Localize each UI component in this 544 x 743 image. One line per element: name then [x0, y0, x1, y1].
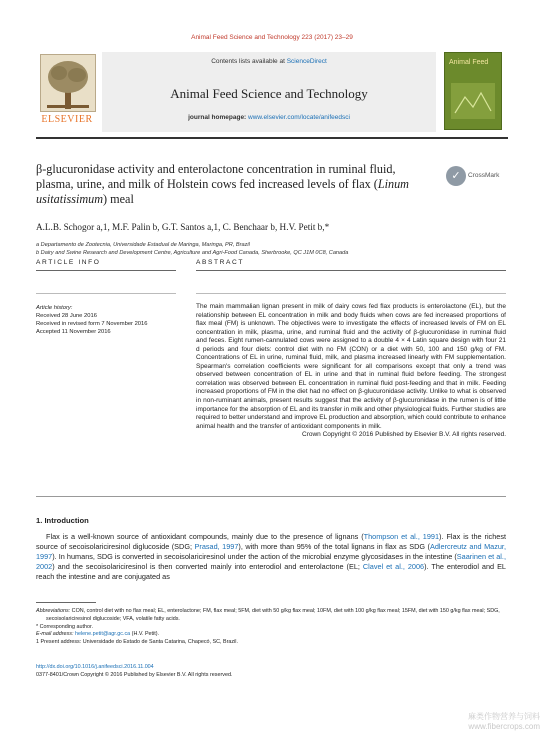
email-label: E-mail address:: [36, 631, 75, 638]
present-address-footnote: 1 Present address: Universidade do Estado de Santa Catarina, Chapecó, SC, Brazil.: [36, 639, 238, 646]
introduction-heading: 1. Introduction: [36, 516, 89, 525]
citation-link[interactable]: Prasad, 1997: [194, 541, 239, 551]
elsevier-tree-icon: [40, 54, 96, 112]
footnote-rule: [36, 602, 96, 603]
journal-title: Animal Feed Science and Technology: [170, 86, 368, 101]
received-date: Received 28 June 2016: [36, 313, 97, 319]
abbreviations-text: CON, control diet with no flax meal; EL, enterolactone; FM, flax meal; 5FM, diet with 50 g/kg flax meal; 10FM, diet with 100 g/kg flax meal; 15FM, diet with 150 g/kg flax meal; SDG, secoisolariciresinol diglucoside; VFA, volatile fatty acids.: [46, 608, 500, 622]
intro-text: Flax is a well-known source of antioxidant compounds, mainly due to the presence of lignans (: [46, 532, 364, 541]
abstract-heading: ABSTRACT: [196, 259, 244, 266]
contents-prefix: Contents lists available at: [211, 58, 287, 65]
header-rule: [36, 137, 508, 139]
watermark-line-2: www.fibercrops.com: [468, 722, 540, 731]
citation-link[interactable]: Adlercreutz and Mazur, 1997: [36, 541, 506, 561]
citation-link[interactable]: Thompson et al., 1991: [363, 532, 440, 541]
intro-text: ). Flax is the richest source of secoisolariciresinol diglucoside (SDG;: [36, 532, 506, 551]
abbreviations-footnote: [36, 608, 506, 624]
article-info-rule: [36, 270, 176, 271]
contents-line: [102, 58, 436, 65]
affiliation-b: b Dairy and Swine Research and Development Centre, Agriculture and Agri-Food Canada, Sherbrooke, QC J1M 0C8, Canada: [36, 250, 349, 256]
article-history: [36, 304, 176, 336]
copyright-line: Crown Copyright © 2016 Published by Elsevier B.V. All rights reserved.: [302, 431, 506, 439]
elsevier-wordmark: ELSEVIER: [41, 114, 93, 125]
crossmark-badge[interactable]: [446, 166, 506, 190]
sciencedirect-link[interactable]: ScienceDirect: [286, 58, 327, 65]
intro-text: ), with more than 95% of the total lignans in flax as SDG (: [238, 541, 430, 551]
crossmark-icon: ✓: [446, 166, 466, 186]
revised-date: Received in revised form 7 November 2016: [36, 321, 148, 327]
article-info-heading: ARTICLE INFO: [36, 259, 101, 266]
abstract-body: [196, 303, 506, 440]
citation-link[interactable]: Clavel et al., 2006: [362, 561, 425, 571]
abstract-text: The main mammalian lignan present in milk of dairy cows fed flax products is enterolactone (EL), but the relationship between EL concentration in milk and body fluids when cows are fed increased proportions of flax meal (FM) is unknown. The objectives were to investigate the effects of increased levels of FM on EL concentration in milk, plasma, urine, and ruminal fluid and the activity of β-glucuronidase in ruminal fluid and feces. Eight rumen-cannulated cows were assigned to a double 4 × 4 Latin square design with four 21 d periods and four diets: control diet with no FM (CON) or a diet with 50, 100 and 150 g/kg of FM. Concentrations of EL in urine, ruminal fluid, milk, and plasma increased linearly with FM supplementation. Spearman's correlation coefficients were significant for all comparisons except that only a trend was observed between concentration of EL in urine and that in ruminal fluid before feeding. The strongest correlation was observed between EL concentration in ruminal fluid post-feeding and that in milk. Feeding increased proportions of FM in the diet had no effect on β-glucuronidase activity. Unlike to what is observed in non-ruminant animals, present results suggest that the activity of β-glucuronidase in the rumen is of little importance for the absorption of EL and its transfer in milk and other physiological fluids. Further studies are required to better understand and improve EL production and absorption, which could contribute to enhance animal health and the transfer of antioxidant components in milk.: [196, 303, 506, 430]
email-footnote: [36, 631, 506, 639]
journal-header: [102, 52, 436, 132]
watermark-line-1: 麻类作物营养与饲料: [468, 712, 540, 721]
intro-text: ). In humans, SDG is converted in secoisolariciresinol under the action of the microbial enzyme glycosidases in the intestine (: [52, 551, 457, 561]
citation-link[interactable]: Saarinen et al., 2002: [36, 551, 506, 571]
article-title: [36, 162, 436, 207]
cover-title: Animal Feed: [449, 59, 489, 66]
cover-art: [445, 53, 501, 129]
homepage-prefix: journal homepage:: [188, 114, 249, 121]
title-species: Linum usitatissimum: [36, 177, 409, 206]
abbreviations-label: Abbreviations:: [36, 608, 71, 614]
affiliation-a: a Departamento de Zootecnia, Universidade Estadual de Maringa, Maringa, PR, Brazil: [36, 242, 250, 248]
journal-citation[interactable]: Animal Feed Science and Technology 223 (2017) 23–29: [191, 34, 353, 41]
elsevier-logo[interactable]: [36, 52, 98, 126]
masthead: [36, 52, 508, 132]
issn-line: 0377-8401/Crown Copyright © 2016 Published by Elsevier B.V. All rights reserved.: [36, 671, 233, 678]
intro-text: ) and the secoisolariciresinol is then converted mainly into enterodiol and enterolactone (EL;: [52, 561, 363, 571]
history-label: Article history:: [36, 305, 73, 311]
body-separator: [36, 496, 506, 497]
intro-text: ). The enterodiol and EL reach the intestine and are conjugated as: [36, 561, 506, 581]
site-watermark: [420, 712, 540, 732]
bottom-info: [36, 664, 506, 680]
footnotes: [36, 608, 506, 647]
doi-link[interactable]: http://dx.doi.org/10.1016/j.anifeedsci.2016.11.004: [36, 664, 154, 670]
email-link[interactable]: helene.petit@agr.gc.ca: [74, 631, 131, 638]
homepage-link[interactable]: www.elsevier.com/locate/anifeedsci: [248, 114, 350, 121]
accepted-date: Accepted 11 November 2016: [36, 329, 111, 335]
abstract-rule-2: [196, 293, 506, 294]
title-text-2: ) meal: [103, 192, 134, 206]
title-text-1: β-glucuronidase activity and enterolactone concentration in ruminal fluid, plasma, urine, and milk of Holstein cows fed increased levels of flax (: [36, 162, 396, 191]
email-suffix: (H.V. Petit).: [130, 631, 160, 638]
author-list: A.L.B. Schogor a,1, M.F. Palin b, G.T. Santos a,1, C. Benchaar b, H.V. Petit b,*: [36, 222, 330, 232]
introduction-paragraph: [36, 532, 506, 582]
corresponding-footnote: * Corresponding author.: [36, 623, 93, 630]
journal-cover-thumbnail[interactable]: [444, 52, 502, 130]
crossmark-label: CrossMark: [468, 172, 500, 179]
abstract-rule: [196, 270, 506, 271]
homepage-line: [102, 114, 436, 121]
article-info-rule-2: [36, 293, 176, 294]
